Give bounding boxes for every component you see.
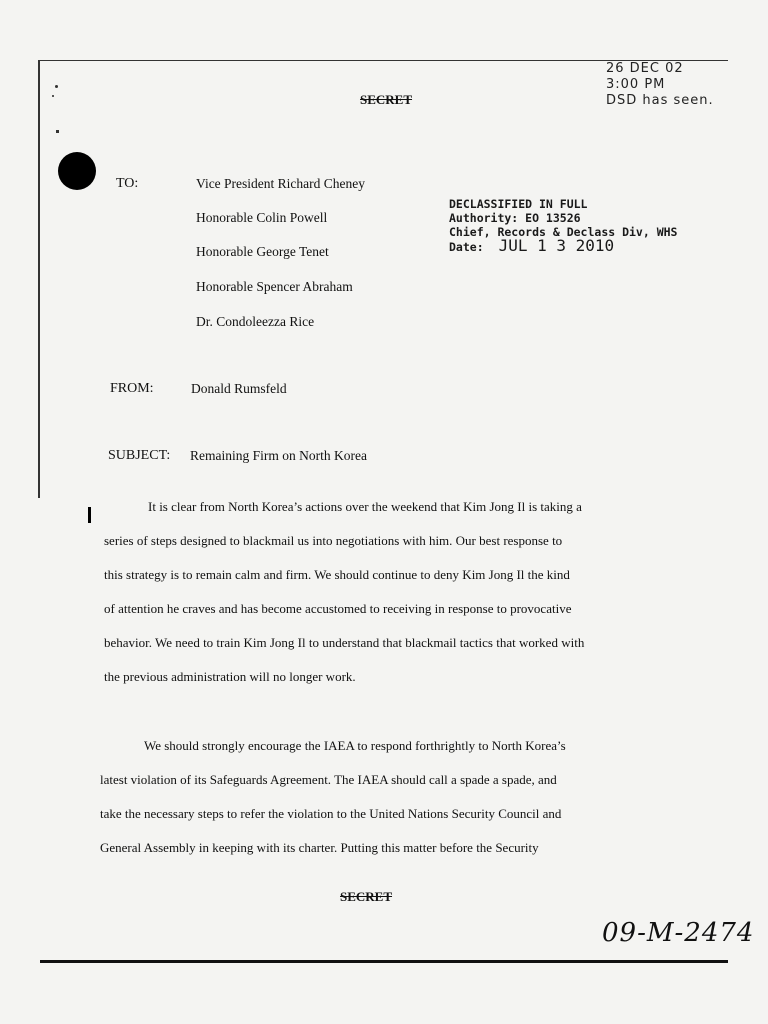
p2-line: We should strongly encourage the IAEA to respond forthrightly to North Korea’s <box>144 738 566 753</box>
p1-line: series of steps designed to blackmail us into negotiations with him. Our best response to <box>104 533 563 548</box>
stamp-authority: Authority: EO 13526 <box>449 211 581 225</box>
left-border-line <box>38 60 40 498</box>
p1-line: behavior. We need to train Kim Jong Il to understand that blackmail tactics that worked with <box>104 635 585 650</box>
handwritten-seen: DSD has seen. <box>606 93 714 108</box>
paragraph-2 <box>100 729 660 865</box>
stray-mark <box>52 95 54 97</box>
subject-label: SUBJECT: <box>108 448 171 463</box>
p2-line: latest violation of its Safeguards Agreement. The IAEA should call a spade a spade, and <box>100 772 557 787</box>
from-value: Donald Rumsfeld <box>191 381 287 396</box>
paragraph-1 <box>104 490 664 694</box>
recipient-2: Honorable Colin Powell <box>196 210 328 225</box>
recipient-3: Honorable George Tenet <box>196 244 329 259</box>
classification-top: SECRET <box>360 92 413 107</box>
stamp-date-label: Date: <box>449 240 484 254</box>
p2-line: take the necessary steps to refer the violation to the United Nations Security Council and <box>100 806 562 821</box>
to-label: TO: <box>116 176 139 191</box>
p1-line: of attention he craves and has become accustomed to receiving in response to provocative <box>104 601 572 616</box>
punch-hole <box>58 152 96 190</box>
stray-mark <box>56 130 59 133</box>
stamp-date-value: JUL 1 3 2010 <box>498 236 615 255</box>
handwritten-time: 3:00 PM <box>606 77 666 92</box>
recipient-4: Honorable Spencer Abraham <box>196 279 353 294</box>
p1-line: It is clear from North Korea’s actions over the weekend that Kim Jong Il is taking a <box>148 499 582 514</box>
p1-line: this strategy is to remain calm and firm. We should continue to deny Kim Jong Il the kind <box>104 567 570 582</box>
document-number: 09-M-2474 <box>602 918 755 948</box>
stray-mark <box>55 85 58 88</box>
classification-bottom: SECRET <box>340 889 393 904</box>
handwritten-date: 26 DEC 02 <box>606 61 684 76</box>
stray-mark <box>88 507 91 523</box>
bottom-border-line <box>40 960 728 963</box>
p2-line: General Assembly in keeping with its charter. Putting this matter before the Security <box>100 840 539 855</box>
recipient-1: Vice President Richard Cheney <box>196 176 366 191</box>
subject-value: Remaining Firm on North Korea <box>190 448 367 463</box>
stamp-date-row <box>449 236 677 255</box>
stamp-declassified: DECLASSIFIED IN FULL <box>449 197 588 211</box>
stamp-chief: Chief, Records & Declass Div, WHS <box>449 225 678 239</box>
from-label: FROM: <box>110 381 154 396</box>
declassification-stamp <box>449 197 677 254</box>
recipient-5: Dr. Condoleezza Rice <box>196 314 315 329</box>
p1-line: the previous administration will no longer work. <box>104 669 356 684</box>
handwritten-note <box>606 61 714 109</box>
